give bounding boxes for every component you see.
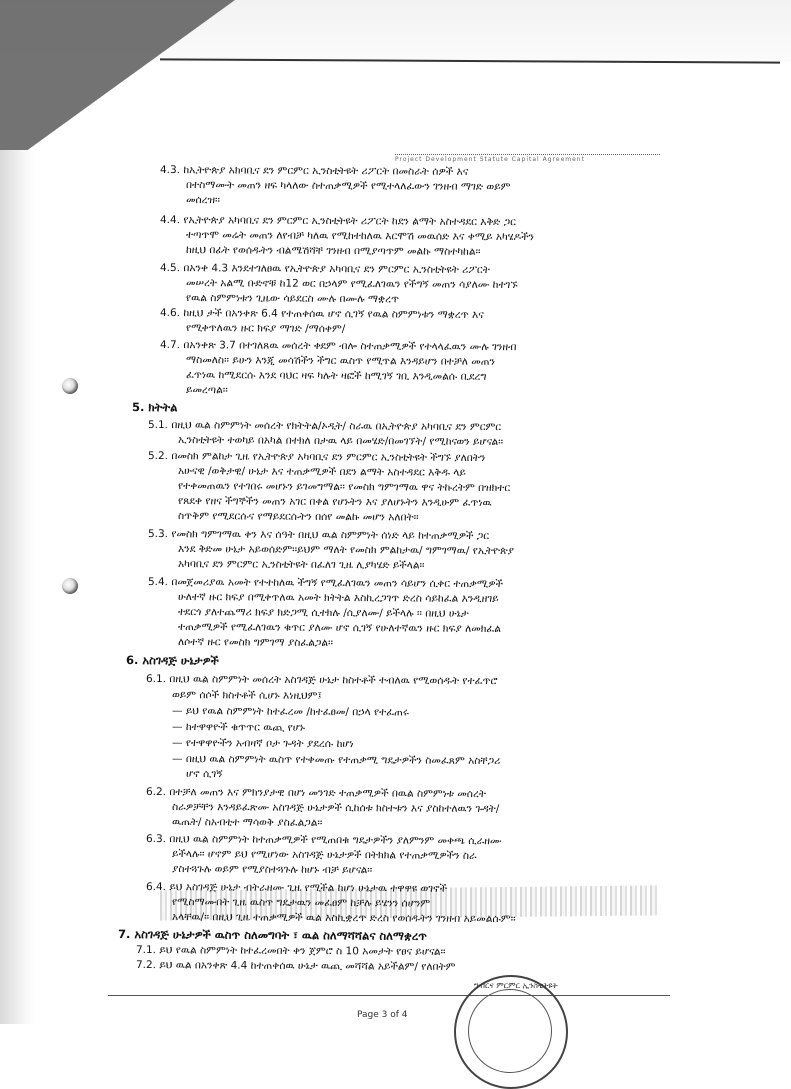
text-line: ዉጤት/ ስአብቲተ ማሳወቅ ያስፈልጋል፡፡ <box>171 816 323 829</box>
official-stamp <box>454 975 568 1089</box>
text-line: ሁለተኛ ዙር ክፍያ በሚቀጥለዉ አመት ክትትል እስኪረጋገጥ ድረስ ሳይከፈል እንዲዘገይ <box>177 591 499 605</box>
text-line: — ይህ የዉል ስምምነት ከተፈረመ /ከተፈፀመ/ በኃላ የተፈጠሩ <box>171 705 409 719</box>
text-line: መሰረዝ፡፡ <box>185 194 221 207</box>
text-line: — በዚህ ዉል ስምምነት ዉስጥ የተቀመጡ የተጠቃሚ ግዴታዎችን ስመፈጸም አስቸጋሪ <box>171 753 501 768</box>
text-line: ወይም ሰሶች ክስተቶች ሲሆኑ እነዚህም፤ <box>171 689 322 702</box>
text-line: 5.4. በመጀመሪያዉ አመት የተተከለዉ ችግኝ የሚፈለገዉን መጠን ሳይሆን ሲቀር ተጠቃሚዎች <box>147 576 503 591</box>
scan-shadow <box>0 150 36 1024</box>
text-line: አላቸዉ/፡፡ በዚህ ጊዜ ተጠቃሚዎች ዉል እስኪቋረጥ ድረስ የወሰዱትን ገንዘብ አይመልሱም፡፡ <box>171 911 516 926</box>
text-line: ይችላሉ፡፡ ሆኖም ይህ የሚሆነው አስገዳጅ ሁኔታዎች በትክክል የተጠቃሚዎችን ስራ <box>171 848 477 862</box>
text-line: — ከተዋዋዮች ቁጥጥር ዉጪ የሆኑ <box>171 721 306 734</box>
text-line: ፈጥነዉ ከሚደርሱ እንደ ባህር ዛፍ ካሉት ዛፎች ከሚገኝ ገቢ እንዲመልሱ ቢደረግ <box>185 369 487 383</box>
text-line: የዉል ስምምነቱን ጊዜው ሳይደርስ ሙሉ በሙሉ ማቋረጥ <box>185 292 400 306</box>
folded-corner <box>0 0 235 170</box>
punch-hole <box>62 578 78 594</box>
text-line: 6.2. በተቻለ መጠን እና ምክንያታዊ በሆነ መንገድ ተጠቃሚዎች በዉል ስምምነቱ መሰረት <box>145 786 486 801</box>
text-line: አሁናዊ /ወቅታዊ/ ሁኔታ እና ተጠቃሚዎች በደን ልማት አስተዳደር እቅዱ ላይ <box>177 465 466 479</box>
text-line: ከዚህ በፊት የወሰዱትን ብልሜሽሻቸ ገንዘብ በሚያጣጥም መልኩ ማስተካከል፡፡ <box>185 244 481 258</box>
text-line: 4.6. ከዚህ ታች በአንቀጽ 6.4 የተጠቀሰዉ ሆኖ ሲገኝ የዉል ስምምነቱን ማቋረጥ እና <box>159 307 484 321</box>
section-heading: 5. ክትትል <box>131 400 178 415</box>
stamp-text: ግብርና ምርምር ኢንስቲትዩት <box>474 981 558 990</box>
text-line: 4.3. ከኢትዮጵያ አክባቢና ደን ምርምር ኢንስቲትዩት ሪፖርት በመስራት ሰዎች እና <box>159 164 469 178</box>
text-line: ተደርጎ ያለተጨማሪ ክፍያ ክድጋሚ ሲተክሉ /ሲያለሙ/ ይችላሉ ፡፡ በዚህ ሁኔታ <box>177 606 469 620</box>
text-line: 6.3. በዚህ ዉል ስምምነት ከተጠቃሚዎች የሚጠበቁ ግዴታዎችን ያለምንም መቀጫ ሲራዘሙ <box>145 833 502 848</box>
text-line: 6.1. በዚህ ዉል ስምምነት መሰረት አስገዳጅ ሁኔታ ከስተቶች ተብለዉ የሚወሰዱት የተፈጥሮ <box>145 673 498 688</box>
text-line: መሠረት አልሚ ቡድኖቹ ከ12 ወር በኃላም የሚፈለገዉን የችግኝ መጠን ሳያለሙ ከተገኙ <box>185 277 518 292</box>
page-number: Page 3 of 4 <box>357 1010 408 1020</box>
text-line: ኢንስቲትዩት ተወካይ በአካል በተክለ በታዉ ላይ በመሄድ/በመገኘት/ የሚከናወን ይሆናል፡፡ <box>177 434 504 448</box>
text-line: ሆኖ ሲገኝ <box>185 768 223 781</box>
text-line: — የተዋዋዮችን አብዛኛ ቦታ ጉዳት ያደረሱ ከሆነ <box>171 737 354 751</box>
header-text: Project Development Statute Capital Agreement <box>395 156 585 163</box>
text-line: 6.4. ይህ አስገዳጅ ሁኔታ ብትራዘሙ ጊዜ የሚችል ከሆነ ሁኔታዉ ተዋዋዩ ወገኖች <box>145 881 448 895</box>
footer-rule <box>108 995 670 996</box>
text-line: 7.1. ይህ የዉል ስምምነት ከተፈረመበት ቀን ጀምሮ ስ 10 አመታት የፀና ይሆናል፡፡ <box>135 944 446 958</box>
text-line: ያስተጓጉሉ ወይም የሚያስተጓጉሉ ከሆኑ ብቻ ይሆናል፡፡ <box>171 863 373 877</box>
text-line: አካባቢና ደን ምርምር ኢንስቲትዩት በፈለገ ጊዜ ሊያካሄድ ይችላል፡፡ <box>177 558 425 572</box>
running-header <box>395 146 660 163</box>
text-line: ይመረጣል፡፡ <box>185 384 228 397</box>
section-heading: 7. አስገዳጅ ሁኔታዎች ዉስጥ ስለመግባት ፣ ዉል ስለማሻሻልና ስለማቋረጥ <box>117 927 427 943</box>
text-line: 4.7. በአንቀጽ 3.7 በተገለጸዉ መሰረት ቀደም ብሎ ስተጠቃሚዎች የተላላፈዉን ሙሉ ገንዘብ <box>159 339 517 354</box>
text-line: 4.4. የኢትዮጵያ አካባቢና ደን ምርምር ኢንስቲትዩት ሪፖርት ከደን ልማት አስተዳደር እቅድ ጋር <box>159 214 516 229</box>
text-line: 4.5. በአንቀ 4.3 እንደተገለፀዉ የኢትዮጵያ አካባቢና ደን ምርምር ኢንስቲትዩት ሪፖርት <box>159 262 490 277</box>
text-line: የሚቀጥለዉን ዙር ክፍያ ማገድ /ማሰቀም/ <box>185 322 346 335</box>
punch-hole <box>62 378 78 394</box>
stamp-inner-ring <box>468 989 552 1073</box>
text-line: ስጥቅም የሚደርሱና የማይደርሱትን በሰየ መልኩ መሆን አለበት፡፡ <box>177 510 419 524</box>
text-line: የሚስማሙበት ጊዜ ዉስጥ ግዴታዉን መፈፀም ከቻሉ ይሄንን ሰሆንም <box>171 896 431 910</box>
text-line: 5.2. በመስክ ምልከታ ጊዜ የኢትዮጵያ አካባቢና ደን ምርምር ኢንስቲትዩት ችግኙ ያለበትን <box>147 450 486 465</box>
text-line: ተጠቃሚዎች የሚፈለገዉን ቁጥር ያለሙ ሆኖ ሲገኝ የሁለተኛዉን ዙር ክፍያ ለመክፈል <box>177 621 501 635</box>
text-line: በተስማሙት መጠን ዘፍ ካላለው ስተጠቃሚዎች የሚተላለፈውን ገንዘብ ማገድ ወይም <box>185 179 511 193</box>
text-line: ማስመለስ፡፡ ይሁን እንጂ መሳሽችን ችግር ዉስጥ የሚጥል እንዳይሆን በተቻለ መጠን <box>185 354 496 368</box>
text-line: 5.3. የመስክ ግምገማዉ ቀን እና ሰዓት በዚህ ዉል ስምምነት ሰነድ ላይ ከተጠቃሚዎች ጋር <box>147 528 490 543</box>
section-heading: 6. አስገዳጅ ሁኔታዎች <box>125 653 219 668</box>
text-line: ስራዎቻቸን እንዳይፈጽሙ አስገዳጅ ሁኔታዎች ሲከሰቱ ክስተቱን እና ያስከተለዉን ጉዳት/ <box>171 801 500 815</box>
text-line: ተጣጥሞ መሬት መጠን ለየብቻ ካለዉ የሚከተከለዉ እርሞሽ መዉሰድ እና ቀሚይ አካሄዶችን <box>185 229 535 244</box>
text-line: የተቀመጠዉን የተገበሩ መሆኑን ይገመግማል፡፡ የመስክ ግምገማዉ ዋና ትኩረትም በዝክተር <box>177 480 511 495</box>
text-line: የጸደቀ የዘና ችግኞችን መጠን አገር በቀል የሆኑትን እና ያለሆኑትን እንዲሁም ፈጥነዉ <box>177 495 492 509</box>
text-line: 5.1. በዚህ ዉል ስምምነት መሰረት የክትትል/ኦዲት/ ስራዉ በኢትዮጵያ አካባቢና ደን ምርምር <box>147 419 502 434</box>
text-line: 7.2. ይህ ዉል በአንቀጽ 4.4 ከተጠቀሰዉ ሁኔታ ዉጪ መሻሻል አይችልም/ የለበትም <box>135 959 456 973</box>
text-line: እንደ ቅድመ ሁኔታ አይወሰድም፡፡ይህም ማለት የመስክ ምልከታዉ/ ግምገማዉ/ የኢትዮጵያ <box>177 543 515 558</box>
text-line: ለሶተኛ ዙር የመስክ ግምገማ ያስፈልጋል፡፡ <box>177 636 334 649</box>
